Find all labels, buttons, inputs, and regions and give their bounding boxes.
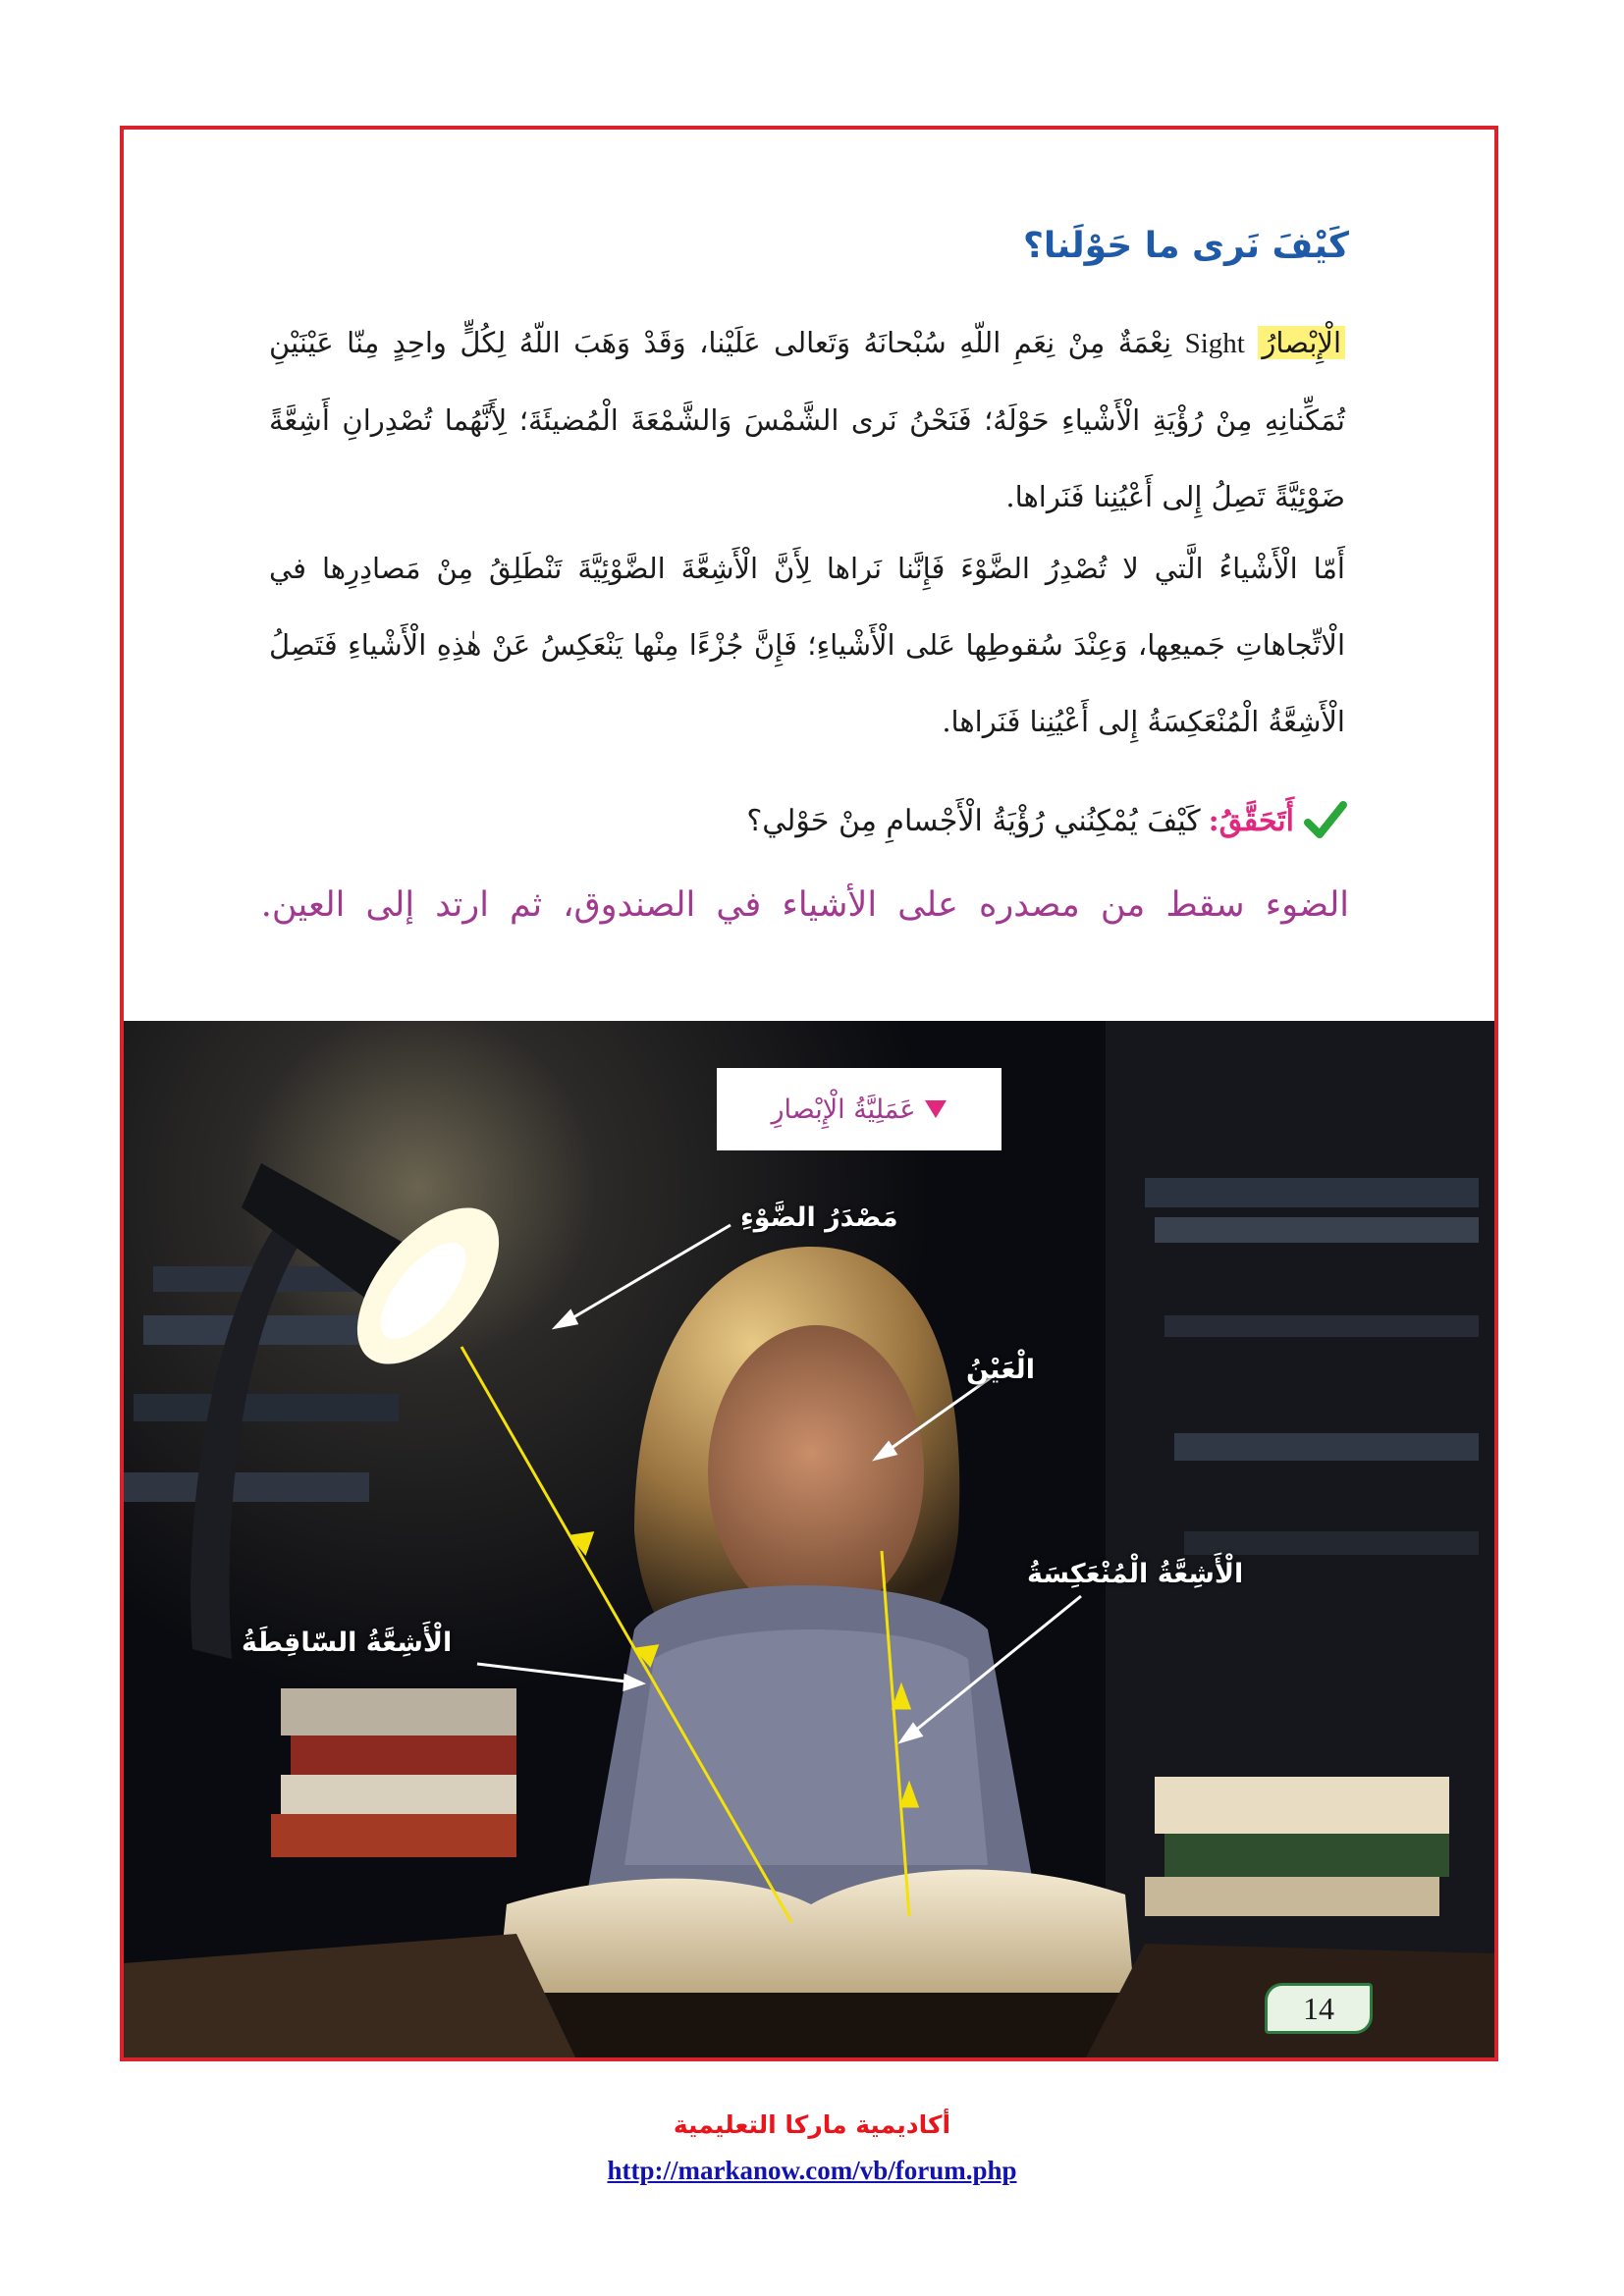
textbook-page-frame bbox=[120, 126, 1498, 2061]
check-question: كَيْفَ يُمْكِنُني رُؤْيَةُ الْأَجْسامِ مِنْ حَوْلي؟ bbox=[746, 803, 1201, 838]
vision-process-figure bbox=[124, 1021, 1494, 2057]
label-incident-rays: الْأَشِعَّةُ السّاقِطَةُ bbox=[242, 1628, 453, 1658]
check-mark-icon bbox=[1302, 797, 1349, 844]
reading-girl-photo bbox=[124, 1021, 1494, 2057]
footer-academy-name: أكاديمية ماركا التعليمية bbox=[673, 2110, 951, 2139]
figure-caption-text: عَمَلِيَّةُ الْإِبْصارِ bbox=[771, 1094, 916, 1125]
caption-triangle-icon bbox=[925, 1100, 947, 1118]
term-highlight: الْإِبْصارُ bbox=[1258, 326, 1345, 359]
check-question-row bbox=[746, 797, 1349, 844]
page-number: 14 bbox=[1265, 1983, 1373, 2034]
lesson-heading: كَيْفَ نَرى ما حَوْلَنا؟ bbox=[1023, 226, 1349, 266]
paragraph-reflection: أَمّا الْأَشْياءُ الَّتي لا تُصْدِرُ الضَّوْءَ فَإِنَّنا نَراها لِأَنَّ الْأَشِعَّةَ الضَّوْئِيَّةَ تَنْطَلِقُ مِنْ مَصادِرِها في الْاتِّجاهاتِ جَميعِها، وَعِنْدَ سُقوطِها عَلى الْأَشْياءِ؛ فَإِنَّ جُزْءًا مِنْها يَنْعَكِسُ عَنْ هٰذِهِ الْأَشْياءِ فَتَصِلُ الْأَشِعَّةُ الْمُنْعَكِسَةُ إِلى أَعْيُنِنا فَنَراها. bbox=[269, 552, 1346, 738]
label-light-source: مَصْدَرُ الضَّوْءِ bbox=[740, 1202, 898, 1233]
paragraph-sight bbox=[269, 304, 1345, 535]
lesson-text-area bbox=[124, 130, 1494, 1021]
paragraph-sight-text: نِعْمَةٌ مِنْ نِعَمِ اللّهِ سُبْحانَهُ وَتَعالى عَلَيْنا، وَقَدْ وَهَبَ اللّهُ لِكُلٍّ واحِدٍ مِنّا عَيْنَيْنِ تُمَكِّنانِهِ مِنْ رُؤْيَةِ الْأَشْياءِ حَوْلَهُ؛ فَنَحْنُ نَرى الشَّمْسَ وَالشَّمْعَةَ الْمُضيئَةَ؛ لِأَنَّهُما تُصْدِرانِ أَشِعَّةً ضَوْئِيَّةً تَصِلُ إِلى أَعْيُنِنا فَنَراها. bbox=[269, 326, 1345, 513]
term-english: Sight bbox=[1184, 328, 1245, 359]
label-reflected-rays: الْأَشِعَّةُ الْمُنْعَكِسَةُ bbox=[1027, 1559, 1244, 1589]
check-label: أَتَحَقَّقُ: bbox=[1208, 803, 1294, 838]
figure-caption bbox=[717, 1068, 1001, 1150]
footer-forum-link[interactable]: http://markanow.com/vb/forum.php bbox=[607, 2156, 1017, 2185]
handwritten-answer: الضوء سقط من مصدره على الأشياء في الصندوق، ثم ارتد إلى العين. bbox=[260, 885, 1349, 925]
label-eye: الْعَيْنُ bbox=[966, 1355, 1035, 1385]
